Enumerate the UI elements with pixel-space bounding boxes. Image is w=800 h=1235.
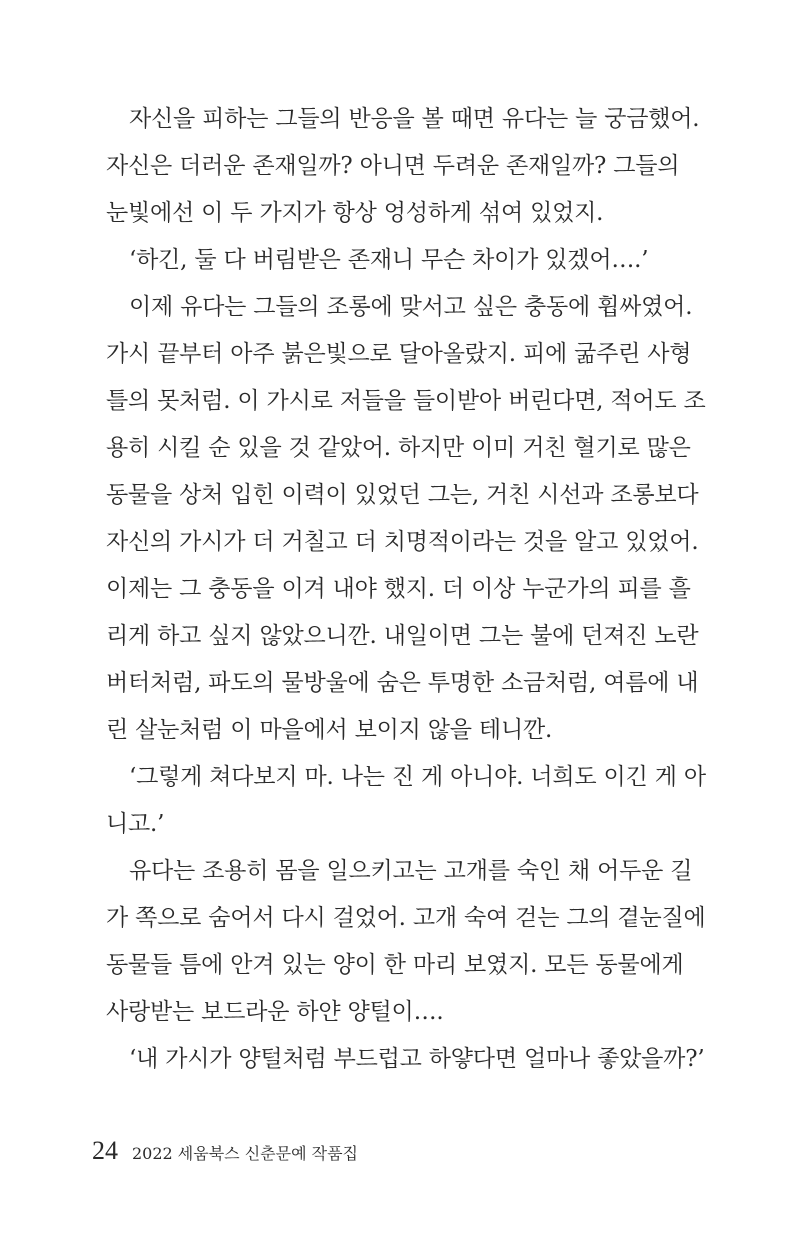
text-line-20: 사랑받는 보드라운 하얀 양털이…. <box>106 999 444 1025</box>
text-line-18: 가 쪽으로 숨어서 다시 걸었어. 고개 숙여 걷는 그의 곁눈질에 <box>106 905 706 931</box>
page-number: 24 <box>92 1136 118 1165</box>
text-line-7: 틀의 못처럼. 이 가시로 저들을 들이받아 버린다면, 적어도 조 <box>106 388 706 414</box>
text-line-4: ‘하긴, 둘 다 버림받은 존재니 무슨 차이가 있겠어….’ <box>129 247 649 273</box>
text-line-14: 린 살눈처럼 이 마을에서 보이지 않을 테니깐. <box>106 717 553 743</box>
text-line-3: 눈빛에선 이 두 가지가 항상 엉성하게 섞여 있었지. <box>106 200 604 226</box>
page-footer <box>92 1136 358 1176</box>
text-line-13: 버터처럼, 파도의 물방울에 숨은 투명한 소금처럼, 여름에 내 <box>106 670 699 696</box>
text-line-16: 니고.’ <box>106 811 165 837</box>
text-line-19: 동물들 틈에 안겨 있는 양이 한 마리 보였지. 모든 동물에게 <box>106 952 684 978</box>
text-line-11: 이제는 그 충동을 이겨 내야 했지. 더 이상 누군가의 피를 흘 <box>106 576 691 602</box>
text-line-15: ‘그렇게 쳐다보지 마. 나는 진 게 아니야. 너희도 이긴 게 아 <box>129 764 706 790</box>
text-line-10: 자신의 가시가 더 거칠고 더 치명적이라는 것을 알고 있었어. <box>106 529 699 555</box>
text-line-6: 가시 끝부터 아주 붉은빛으로 달아올랐지. 피에 굶주린 사형 <box>106 341 692 367</box>
text-line-1: 자신을 피하는 그들의 반응을 볼 때면 유다는 늘 궁금했어. <box>129 106 700 132</box>
running-title: 2022 세움북스 신춘문예 작품집 <box>132 1144 358 1163</box>
text-line-9: 동물을 상처 입힌 이력이 있었던 그는, 거친 시선과 조롱보다 <box>106 482 699 508</box>
text-line-2: 자신은 더러운 존재일까? 아니면 두려운 존재일까? 그들의 <box>106 153 680 179</box>
text-line-8: 용히 시킬 순 있을 것 같았어. 하지만 이미 거친 혈기로 많은 <box>106 435 691 461</box>
text-line-17: 유다는 조용히 몸을 일으키고는 고개를 숙인 채 어두운 길 <box>129 858 693 884</box>
body-text <box>106 96 706 1083</box>
text-line-21: ‘내 가시가 양털처럼 부드럽고 하얗다면 얼마나 좋았을까?’ <box>129 1046 705 1072</box>
text-line-5: 이제 유다는 그들의 조롱에 맞서고 싶은 충동에 휩싸였어. <box>129 294 693 320</box>
text-line-12: 리게 하고 싶지 않았으니깐. 내일이면 그는 불에 던져진 노란 <box>106 623 699 649</box>
